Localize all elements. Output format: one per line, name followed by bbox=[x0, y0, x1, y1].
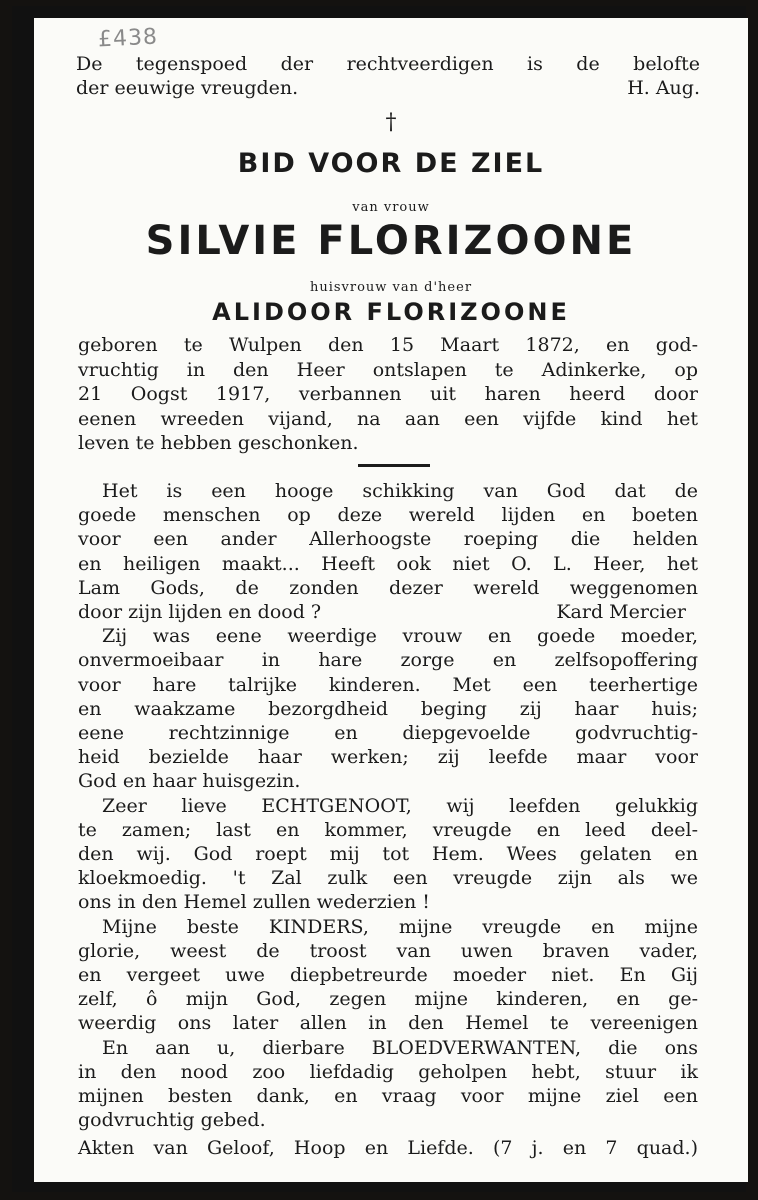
text-line: Zeer lieve ECHTGENOOT, wij leefden gelukkig bbox=[102, 794, 698, 817]
text-line: Het is een hooge schikking van God dat de bbox=[102, 480, 698, 502]
quote-line-1: De tegenspoed der rechtveerdigen is de belofte bbox=[76, 53, 700, 75]
handwritten-ref-number: £438 bbox=[97, 24, 159, 53]
text-line: Lam Gods, de zonden dezer wereld weggenomen bbox=[78, 576, 698, 599]
memorial-card bbox=[12, 6, 746, 1192]
divider-rule bbox=[358, 464, 430, 467]
text-line: En aan u, dierbare BLOEDVERWANTEN, die ons bbox=[102, 1036, 698, 1059]
text-line: en heiligen maakt... Heeft ook niet O. L. Heer, het bbox=[78, 552, 698, 575]
text-line: heid bezielde haar werken; zij leefde maar voor bbox=[78, 746, 698, 769]
text-line: voor hare talrijke kinderen. Met een teerhertige bbox=[78, 673, 698, 696]
quote-attribution: Kard Mercier bbox=[556, 601, 686, 624]
text-line: glorie, weest de troost van uwen braven vader, bbox=[78, 939, 698, 962]
text-line: kloekmoedig. 't Zal zulk een vreugde zijn als we bbox=[78, 867, 698, 890]
text-line: zelf, ô mijn God, zegen mijne kinderen, en ge- bbox=[78, 988, 698, 1011]
text-line: God en haar huisgezin. bbox=[78, 770, 301, 793]
text-line: mijnen besten dank, en vraag voor mijne ziel een bbox=[78, 1085, 698, 1108]
bio-line: 21 Oogst 1917, verbannen uit haren heerd door bbox=[78, 383, 698, 405]
text-line: eene rechtzinnige en diepgevoelde godvruchtig- bbox=[78, 722, 698, 745]
card-paper bbox=[34, 18, 748, 1182]
husband-name: ALIDOOR FLORIZOONE bbox=[212, 298, 570, 326]
quote-line-2-row bbox=[76, 76, 700, 100]
memorial-text bbox=[78, 479, 698, 1161]
relation-label: huisvrouw van d'heer bbox=[309, 280, 473, 295]
text-line: godvruchtig gebed. bbox=[78, 1109, 266, 1132]
text-line: onvermoeibaar in hare zorge en zelfsopoffering bbox=[78, 649, 698, 672]
cross-icon: † bbox=[385, 110, 397, 135]
biography bbox=[78, 333, 698, 456]
bio-line: eenen wreeden vijand, na aan een vijfde kind het bbox=[78, 407, 698, 430]
text-line: door zijn lijden en dood ? bbox=[78, 601, 322, 624]
text-line: goede menschen op deze wereld lijden en boeten bbox=[78, 504, 698, 527]
text-line: voor een ander Allerhoogste roeping die helden bbox=[78, 528, 698, 551]
deceased-name: SILVIE FLORIZOONE bbox=[145, 218, 637, 264]
prayer-heading: BID VOOR DE ZIEL bbox=[237, 148, 545, 179]
closing-prayer-line: Akten van Geloof, Hoop en Liefde. (7 j. en 7 quad.) bbox=[78, 1137, 698, 1160]
text-line: te zamen; last en kommer, vreugde en leed deel- bbox=[78, 818, 698, 841]
bio-line: geboren te Wulpen den 15 Maart 1872, en god- bbox=[78, 334, 698, 356]
bio-line: vruchtig in den Heer ontslapen te Adinkerke, op bbox=[78, 358, 698, 381]
text-line: ons in den Hemel zullen wederzien ! bbox=[78, 891, 430, 914]
bio-line: leven te hebben geschonken. bbox=[78, 432, 359, 454]
quote-source: H. Aug. bbox=[627, 77, 700, 99]
text-line: en vergeet uwe diepbetreurde moeder niet. En Gij bbox=[78, 964, 698, 987]
text-line: Zij was eene weerdige vrouw en goede moeder, bbox=[102, 625, 698, 648]
text-line: weerdig ons later allen in den Hemel te vereenigen bbox=[78, 1012, 698, 1035]
text-line-with-attribution bbox=[78, 600, 698, 624]
text-line: en waakzame bezorgdheid beging zij haar huis; bbox=[78, 697, 698, 720]
quote-line-2: der eeuwige vreugden. bbox=[76, 77, 299, 99]
text-line: Mijne beste KINDERS, mijne vreugde en mijne bbox=[102, 915, 698, 938]
text-line: in den nood zoo liefdadig geholpen hebt, stuur ik bbox=[78, 1060, 698, 1083]
opening-quote bbox=[76, 52, 700, 100]
prefix-label: van vrouw bbox=[352, 200, 430, 215]
text-line: den wij. God roept mij tot Hem. Wees gelaten en bbox=[78, 843, 698, 866]
